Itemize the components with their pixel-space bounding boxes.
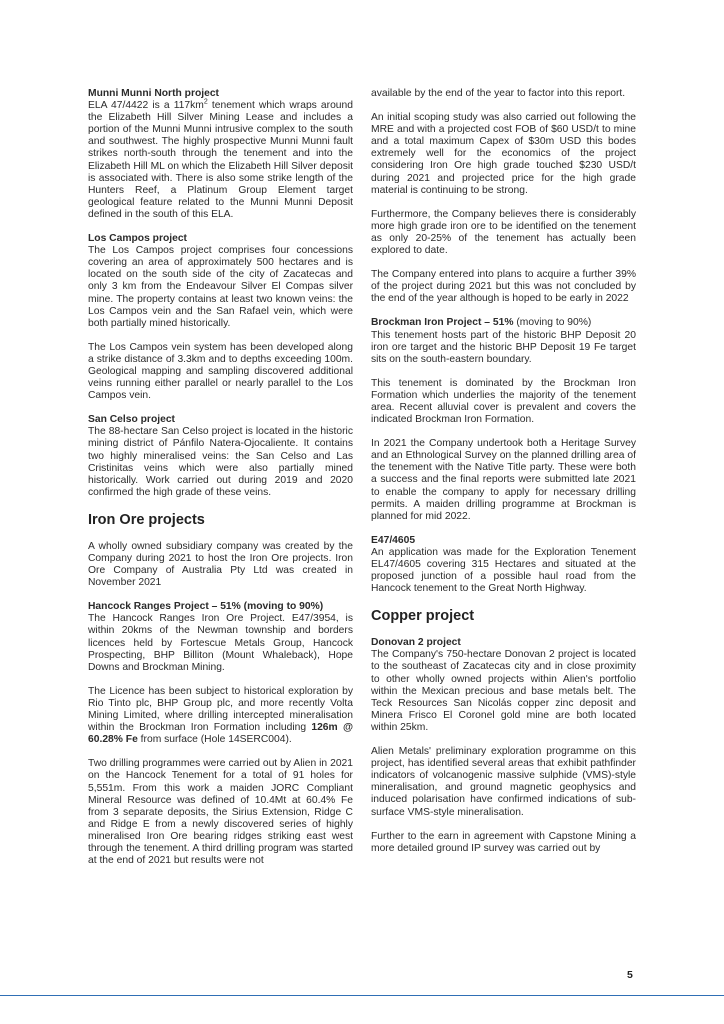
hancock-paragraph-2: The Licence has been subject to historical exploration by Rio Tinto plc, BHP Group plc, and more recently Volta Mining Limited, where drilling intercepted mineralisation within the Brockman Iron Formation including 126m @ 60.28% Fe from surface (Hole 14SERC004). [88,685,353,746]
brockman-paragraph-1: This tenement hosts part of the historic BHP Deposit 20 iron ore target and the historic BHP Deposit 19 Fe target sits on the south-eastern boundary. [371,329,636,365]
footer-rule [0,995,724,996]
acquire-paragraph: The Company entered into plans to acquire a further 39% of the project during 2021 but this was not concluded by the end of the year although is hoped to be early in 2022 [371,269,636,305]
donovan-title: Donovan 2 project [371,637,461,649]
left-column [88,88,353,867]
donovan-paragraph-2: Alien Metals' preliminary exploration programme on this project, has identified several areas that exhibit pathfinder indicators of volcanogenic massive sulphide (VMS)-style mineralisation, and ground magnetic geophysics and induced polarisation have confirmed indications of sub-surface VMS-style mineralisation. [371,746,636,818]
iron-ore-heading: Iron Ore projects [88,511,205,528]
campos-paragraph-1: The Los Campos project comprises four concessions covering an area of approximately 500 hectares and is located on the south side of the city of Zacatecas and only 3 km from the Endeavour Silver El Compas silver mine. The property contains at least two known veins: the Los Campos vein and the San Rafael vein, which were both partially mined historically. [88,245,353,329]
campos-paragraph-2: The Los Campos vein system has been developed along a strike distance of 3.3km and to depths exceeding 100m. Geological mapping and sampling discovered additional veins running either parallel or nearly parallel to the Los Campos vein. [88,341,353,402]
campos-title: Los Campos project [88,233,187,245]
brockman-title: Brockman Iron Project – 51% (moving to 90%) [371,317,592,329]
right-column [371,88,636,855]
hancock-paragraph-3: Two drilling programmes were carried out by Alien in 2021 on the Hancock Tenement for a total of 91 holes for 5,551m. From this work a maiden JORC Compliant Mineral Resource was defined of 10.4Mt at 60.4% Fe from 3 separate deposits, the Sirius Extension, Ridge C and Ridge E from a newly discovered series of highly mineralised Iron Ore bearing ridges striking east west through the tenement. A third drilling program was started at the end of 2021 but results were not [88,758,353,867]
iron-ore-paragraph: A wholly owned subsidiary company was created by the Company during 2021 to host the Iron Ore projects. Iron Ore Company of Australia Pty Ltd was created in November 2021 [88,540,353,589]
further-paragraph: Furthermore, the Company believes there is considerably more high grade iron ore to be identified on the tenement as only 20-25% of the tenement has actually been explored to date. [371,208,636,257]
donovan-paragraph-1: The Company's 750-hectare Donovan 2 project is located to the southeast of Zacatecas city and in close proximity to other wholly owned projects within Alien's portfolio within the Mexican precious and base metals belt. The Teck Resources San Nicolás copper zinc deposit and Minera Frisco El Coronel gold mine are both located within 25km. [371,649,636,733]
brockman-paragraph-3: In 2021 the Company undertook both a Heritage Survey and an Ethnological Survey on the planned drilling area of the tenement with the Native Title party. These were both a success and the final reports were submitted late 2021 to enable the company to apply for necessary drilling permits. A maiden drilling programme at Brockman is planned for mid 2022. [371,438,636,522]
e47-paragraph: An application was made for the Exploration Tenement EL47/4605 covering 315 Hectares and situated at the proposed junction of a possible haul road from the Hancock tenement to the Great North Highway. [371,546,636,595]
continued-paragraph: available by the end of the year to factor into this report. [371,88,626,99]
brockman-paragraph-2: This tenement is dominated by the Brockman Iron Formation which underlies the majority of the tenement area. Recent alluvial cover is prevalent and covers the indicated Brockman Iron Formation. [371,377,636,426]
e47-title: E47/4605 [371,534,416,546]
munni-paragraph: ELA 47/4422 is a $117km^2$ tenement which wraps around the Elizabeth Hill Silver Mining Lease and includes a portion of the Munni Munni intrusive complex to the south and southwest. The highly prospective Munni Munni fault strikes north-south through the tenement and into the Elizabeth Hill ML on which the Elizabeth Hill Silver deposit is associated with. There is also some strike length of the Hunters Reef, a Platinum Group Element target geological feature related to the Munni Munni Deposit defined in the south of this ELA. [88,98,353,220]
munni-title: Munni Munni North project [88,88,219,99]
hancock-paragraph-1: The Hancock Ranges Iron Ore Project. E47/3954, is within 20kms of the Newman township and borders licences held by Fortescue Metals Group, Hancock Prospecting, BHP Billiton (Mount Whaleback), Hope Downs and Brockman Mining. [88,613,353,673]
celso-paragraph: The 88-hectare San Celso project is located in the historic mining district of Pánfilo Natera-Ojocaliente. It contains two highly mineralised veins: the San Celso and Las Cristinitas veins which were also partially mined historically. Work carried out during 2019 and 2020 confirmed the high grade of these veins. [88,426,353,498]
donovan-paragraph-3: Further to the earn in agreement with Capstone Mining a more detailed ground IP survey was carried out by [371,830,636,854]
celso-title: San Celso project [88,414,175,426]
copper-heading: Copper project [371,608,475,625]
hancock-title: Hancock Ranges Project – 51% (moving to 90%) [88,601,324,613]
scoping-paragraph: An initial scoping study was also carried out following the MRE and with a projected cost FOB of $60 USD/t to mine and a total maximum Capex of $30m USD this bodes extremely well for the economics of the project considering Iron Ore high grade touched $230 USD/t during 2021 and projected price for the high grade material is continuing to be strong. [371,112,636,196]
page-number: 5 [627,969,633,981]
